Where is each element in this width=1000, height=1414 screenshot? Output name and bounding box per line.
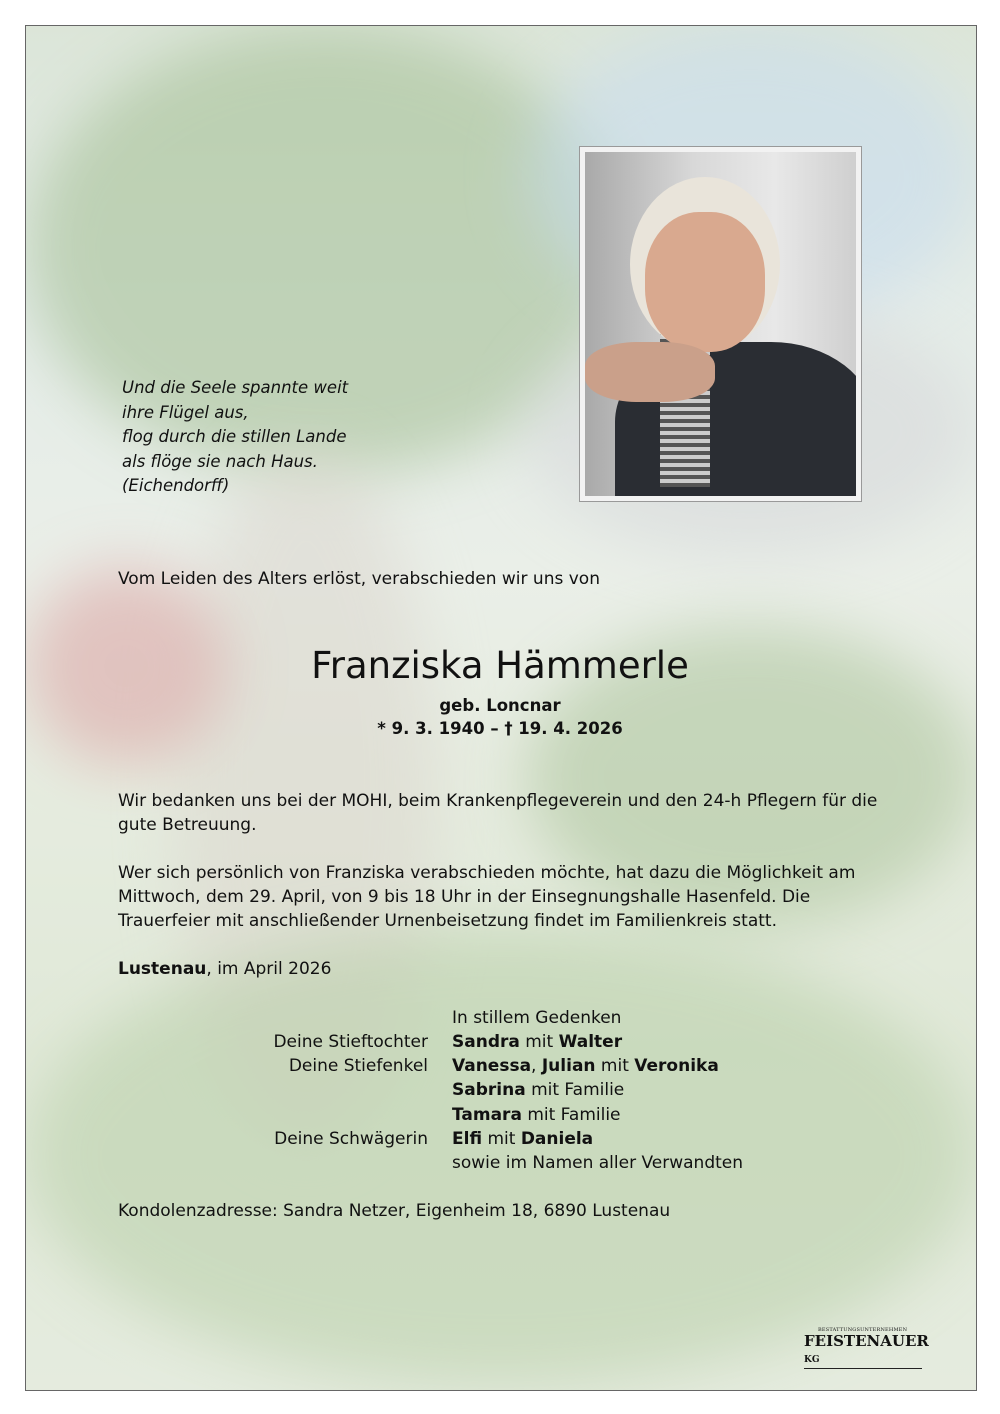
mourners-heading: In stillem Gedenken: [452, 1008, 622, 1028]
funeral-home-logo: [804, 1327, 929, 1369]
mourner-connector: ,: [531, 1056, 542, 1077]
poem: [122, 376, 348, 499]
mourner-connector: mit Familie: [521, 1104, 621, 1125]
mourner-name: Walter: [558, 1032, 623, 1052]
place-date: [118, 957, 331, 981]
mourner-names: [452, 1030, 622, 1054]
mourner-names: [452, 1127, 593, 1151]
mourner-name: Elfi: [452, 1128, 483, 1149]
mourner-name: Tamara: [452, 1104, 522, 1125]
mourner-connector: sowie im Namen aller Verwandten: [452, 1153, 744, 1173]
mourner-relation: Deine Schwägerin: [274, 1128, 428, 1149]
intro-text: Vom Leiden des Alters erlöst, verabschieden wir uns von: [118, 569, 600, 589]
condolence-address: Kondolenzadresse: Sandra Netzer, Eigenheim 18, 6890 Lustenau: [118, 1201, 671, 1221]
place-date-text: , im April 2026: [206, 959, 332, 979]
portrait-photo: [579, 146, 862, 502]
mourner-names: [452, 1078, 624, 1102]
poem-author: (Eichendorff): [122, 476, 230, 495]
place-city: Lustenau: [118, 959, 207, 979]
logo-name: FEISTENAUER: [804, 1332, 929, 1350]
deceased-name: Franziska Hämmerle: [311, 644, 689, 687]
mourner-name: Sabrina: [452, 1080, 526, 1101]
mourner-relation: Deine Stieftochter: [273, 1032, 428, 1052]
logo-suffix: KG: [804, 1355, 820, 1365]
poem-line: ihre Flügel aus,: [122, 402, 249, 422]
thanks-text: Wir bedanken uns bei der MOHI, beim Krankenpflegeverein und den 24-h Pflegern für die gute Betreuung.: [118, 791, 878, 835]
mourner-names: [452, 1151, 743, 1175]
mourner-names: [452, 1103, 621, 1127]
mourner-name: Veronika: [634, 1056, 719, 1077]
mourner-name: Vanessa: [452, 1056, 532, 1077]
poem-line: Und die Seele spannte weit: [122, 378, 349, 397]
maiden-name: geb. Loncnar: [439, 696, 561, 715]
poem-line: als flöge sie nach Haus.: [122, 451, 318, 471]
logo-subtitle: BESTATTUNGSUNTERNEHMEN: [818, 1327, 908, 1333]
mourner-connector: mit: [595, 1056, 635, 1077]
mourner-connector: mit: [519, 1032, 559, 1052]
mourner-relation: Deine Stiefenkel: [288, 1056, 428, 1077]
mourner-connector: mit: [482, 1128, 521, 1149]
poem-line: flog durch die stillen Lande: [122, 427, 347, 446]
mourner-connector: mit Familie: [525, 1080, 625, 1101]
mourner-name: Julian: [541, 1056, 596, 1077]
mourner-name: Sandra: [452, 1032, 520, 1052]
mourner-names: [452, 1054, 719, 1078]
life-dates: * 9. 3. 1940 – † 19. 4. 2026: [377, 719, 623, 738]
farewell-text: Wer sich persönlich von Franziska verabschieden möchte, hat dazu die Möglichkeit am Mittwoch, dem 29. April, von 9 bis 18 Uhr in der Einsegnungshalle Hasenfeld. Die Trauerfeier mit anschließender Urnenbeisetzung findet im Familienkreis statt.: [118, 863, 856, 931]
mourner-name: Daniela: [520, 1128, 594, 1149]
